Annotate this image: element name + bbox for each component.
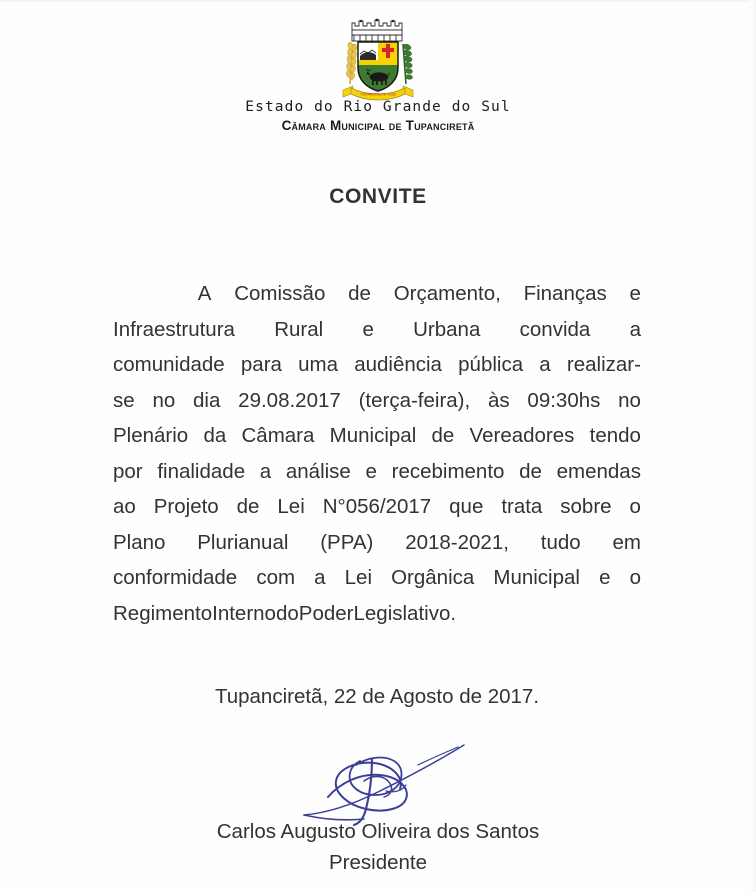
body-word: (PPA) <box>320 530 374 554</box>
signer-role: Presidente <box>328 851 427 874</box>
body-word: se <box>113 388 135 412</box>
body-word: análise <box>285 459 351 483</box>
body-word: audiência <box>354 353 442 376</box>
body-word: (terça-feira), <box>358 388 471 412</box>
body-word: comunidade <box>113 353 225 376</box>
body-word: convida <box>519 317 591 341</box>
body-line <box>113 596 641 632</box>
body-line <box>113 418 641 454</box>
body-word: recebimento <box>391 459 505 483</box>
chamber-line: Câmara Municipal de Tupanciretã <box>281 118 475 133</box>
body-word: Lei <box>344 566 372 589</box>
body-word: 09:30hs <box>527 388 601 412</box>
body-word: Plenário <box>113 424 189 447</box>
body-line <box>113 525 641 561</box>
paragraph-indent <box>113 276 175 312</box>
body-word: 2018-2021, <box>405 530 509 554</box>
body-word: tendo <box>589 424 641 447</box>
body-word: de <box>519 459 542 483</box>
body-word: e <box>365 459 377 483</box>
body-word: pública <box>458 353 524 376</box>
body-word: Municipal <box>329 424 417 447</box>
body-word: Vereadores <box>469 424 575 447</box>
body-word: de <box>348 282 371 305</box>
body-word: Projeto <box>153 495 219 518</box>
body-word: a <box>314 566 326 589</box>
organization-header <box>0 98 756 134</box>
body-word: ao <box>113 495 136 518</box>
body-word: e <box>362 317 374 341</box>
body-word: Urbana <box>413 317 481 341</box>
body-word: e <box>599 566 611 589</box>
body-word: no <box>152 388 176 412</box>
body-word: Plurianual <box>197 530 289 554</box>
page-title: CONVITE <box>329 185 427 208</box>
body-word: em <box>612 530 641 554</box>
body-word: com <box>256 566 296 589</box>
body-word: Lei <box>277 495 305 518</box>
branch-icon <box>402 43 413 84</box>
body-word: do <box>275 601 299 625</box>
body-word: e <box>629 282 641 305</box>
body-word: de <box>236 495 260 518</box>
body-word: tudo <box>540 530 581 554</box>
closing-place-date: Tupanciretã, 22 de Agosto de 2017. <box>214 685 540 708</box>
ribbon-text: TUPANCIRETA 1928 <box>360 92 396 97</box>
body-word: a <box>539 353 551 376</box>
body-word: a <box>629 317 641 341</box>
body-word: da <box>203 424 227 447</box>
body-word: às <box>487 388 510 412</box>
tupancireta-coat-of-arms-icon <box>319 10 437 102</box>
body-word: Câmara <box>241 424 315 447</box>
body-word: de <box>431 424 455 447</box>
body-word: Orçamento, <box>393 282 501 305</box>
body-word: por <box>113 459 143 483</box>
body-word: N°056/2017 <box>322 495 432 518</box>
body-word: Municipal <box>493 566 580 589</box>
wheat-icon <box>346 42 358 84</box>
body-word: Legislativo. <box>353 601 457 625</box>
body-word: Infraestrutura <box>113 317 235 341</box>
body-word: dia <box>193 388 221 412</box>
scan-edge-top <box>0 0 756 3</box>
body-word: Orgânica <box>391 566 475 589</box>
body-word: no <box>618 388 641 412</box>
body-word: sobre <box>560 495 612 518</box>
signer-name: Carlos Augusto Oliveira dos Santos <box>216 820 540 843</box>
body-word: Poder <box>298 601 354 625</box>
body-line <box>113 276 641 312</box>
body-word: finalidade <box>157 459 246 483</box>
body-line <box>113 489 641 525</box>
body-word: Plano <box>113 530 166 554</box>
body-word: para <box>240 353 282 376</box>
body-word: 29.08.2017 <box>238 388 341 412</box>
body-line <box>113 347 641 383</box>
body-word: que <box>449 495 484 518</box>
body-word: Regimento <box>113 601 213 625</box>
body-paragraph <box>113 276 641 631</box>
crest-container <box>0 10 756 102</box>
body-line <box>113 383 641 419</box>
body-word: A <box>197 282 212 305</box>
body-word: realizar- <box>566 353 641 376</box>
body-line <box>113 312 641 348</box>
body-line <box>113 560 641 596</box>
state-line: Estado do Rio Grande do Sul <box>245 99 511 115</box>
body-line <box>113 454 641 490</box>
body-word: Rural <box>274 317 324 341</box>
body-word: o <box>629 566 641 589</box>
body-word: conformidade <box>113 566 238 589</box>
body-word: Comissão <box>234 282 326 305</box>
body-word: Interno <box>212 601 276 625</box>
body-word: uma <box>298 353 338 376</box>
body-word: o <box>629 495 641 518</box>
body-word: Finanças <box>523 282 607 305</box>
body-word: emendas <box>556 459 641 483</box>
body-word: a <box>259 459 272 483</box>
body-word: trata <box>501 495 543 518</box>
